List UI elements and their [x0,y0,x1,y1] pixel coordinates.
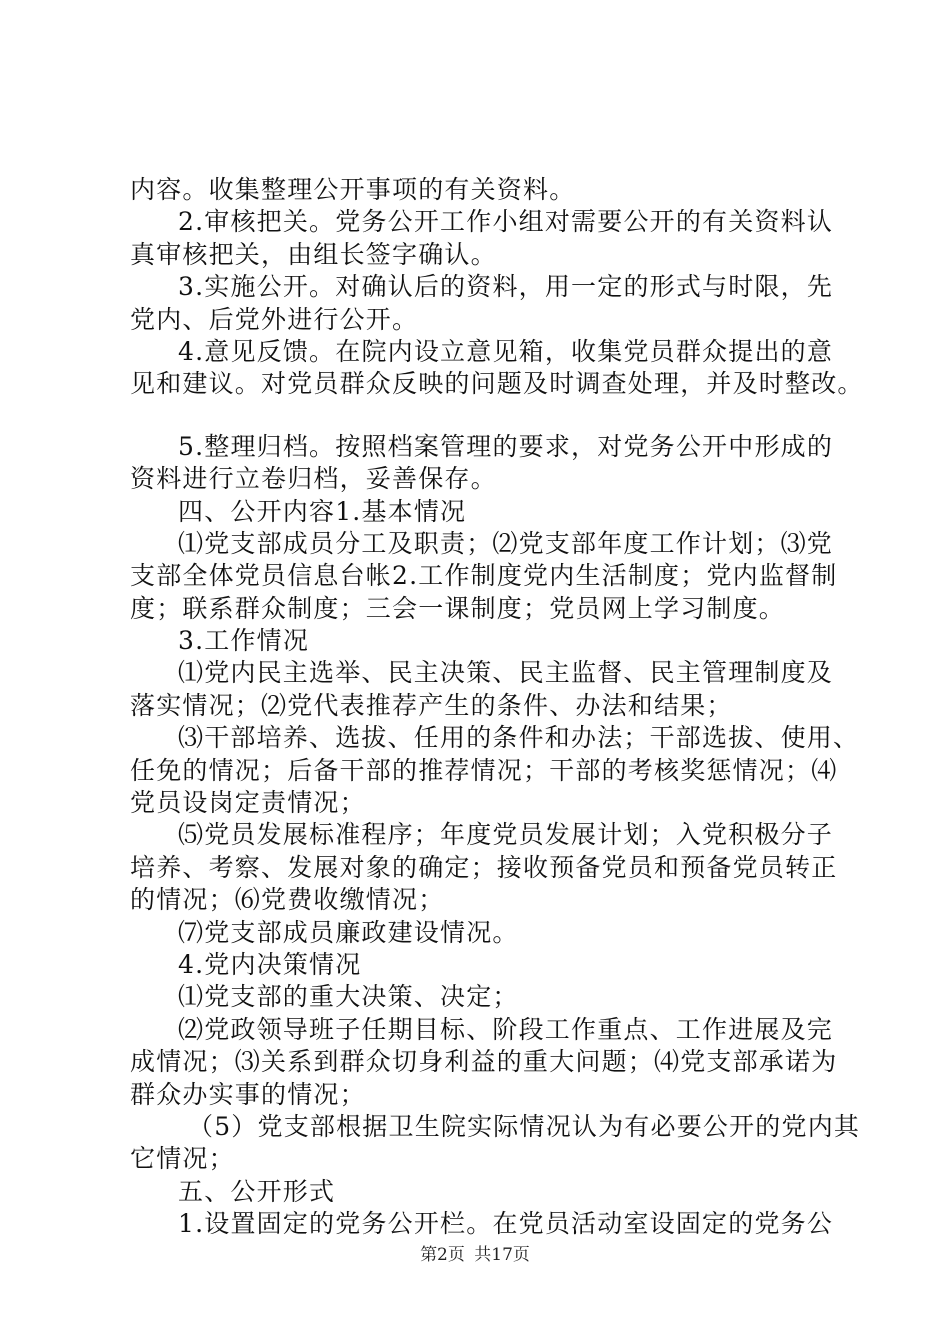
subsection-heading: 3.工作情况 [178,626,310,656]
text-line: ⑴党支部成员分工及职责；⑵党支部年度工作计划；⑶党 [178,528,834,558]
text-line: 3.实施公开。对确认后的资料，用一定的形式与时限，先 [178,272,834,302]
text-line: 资料进行立卷归档，妥善保存。 [130,464,497,494]
text-line: （5）党支部根据卫生院实际情况认为有必要公开的党内其 [188,1111,861,1141]
text-line: 真审核把关，由组长签字确认。 [130,239,497,269]
page-total: 共17页 [474,1245,530,1265]
section-heading: 五、公开形式 [178,1176,336,1206]
text-line: 培养、考察、发展对象的确定；接收预备党员和预备党员转正 [130,852,838,882]
text-line: ⑴党内民主选举、民主决策、民主监督、民主管理制度及 [178,658,834,688]
text-line: 任免的情况；后备干部的推荐情况；干部的考核奖惩情况；⑷ [130,755,838,785]
document-body [130,174,864,1241]
text-line: 党内、后党外进行公开。 [130,304,419,334]
subsection-heading: 4.党内决策情况 [178,949,362,979]
text-line: 群众办实事的情况； [130,1079,366,1109]
text-line: ⑴党支部的重大决策、决定； [178,982,519,1012]
text-line: ⑸党员发展标准程序；年度党员发展计划；入党积极分子 [178,820,834,850]
text-line: 内容。收集整理公开事项的有关资料。 [130,175,576,204]
text-line: ⑺党支部成员廉政建设情况。 [178,917,519,947]
text-line: 4.意见反馈。在院内设立意见箱，收集党员群众提出的意 [178,336,834,366]
text-line: 党员设岗定责情况； [130,788,366,818]
text-line: ⑵党政领导班子任期目标、阶段工作重点、工作进展及完 [178,1014,834,1044]
text-line: 见和建议。对党员群众反映的问题及时调查处理，并及时整改。 [130,369,864,399]
text-line: 支部全体党员信息台帐2.工作制度党内生活制度；党内监督制 [130,561,838,591]
text-line: ⑶干部培养、选拔、任用的条件和办法；干部选拔、使用、 [178,723,860,753]
text-line: 落实情况；⑵党代表推荐产生的条件、办法和结果； [130,690,733,720]
text-line: 2.审核把关。党务公开工作小组对需要公开的有关资料认 [178,207,834,237]
text-line: 1.设置固定的党务公开栏。在党员活动室设固定的党务公 [178,1209,834,1239]
text-line: 的情况；⑹党费收缴情况； [130,885,445,915]
text-line: 它情况； [130,1144,235,1174]
text-line: 5.整理归档。按照档案管理的要求，对党务公开中形成的 [178,431,834,461]
section-heading: 四、公开内容1.基本情况 [178,496,467,526]
page-number: 第2页 [420,1245,465,1265]
text-line: 成情况；⑶关系到群众切身利益的重大问题；⑷党支部承诺为 [130,1047,838,1077]
page-footer [0,1240,950,1265]
text-line: 度；联系群众制度；三会一课制度；党员网上学习制度。 [130,593,786,623]
